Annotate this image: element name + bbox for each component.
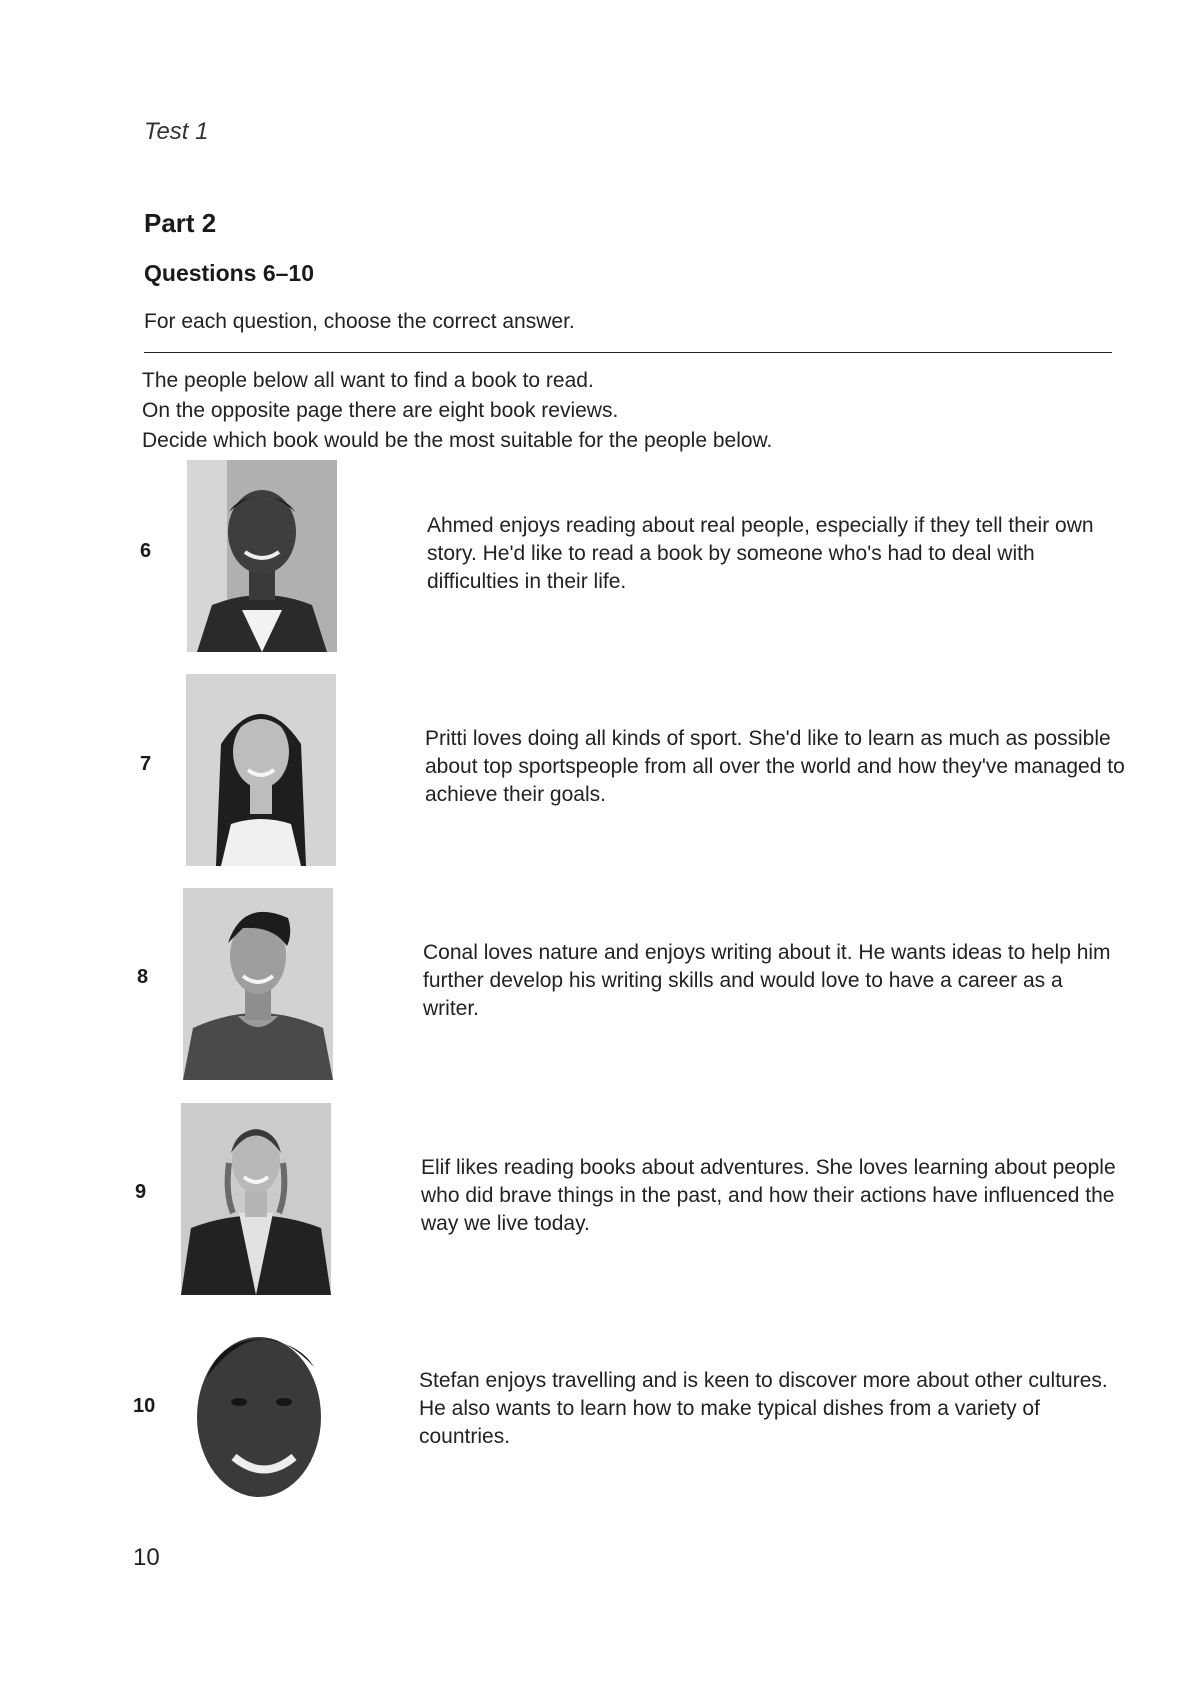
man-portrait-icon [187, 460, 337, 652]
intro-line: The people below all want to find a book to read. [142, 369, 594, 392]
woman-portrait-icon [186, 674, 336, 866]
person-photo [183, 888, 333, 1080]
question-text: Stefan enjoys travelling and is keen to discover more about other cultures. He also wants to learn how to make typical dishes from a variety of countries. [419, 1369, 1108, 1448]
person-photo [187, 460, 337, 652]
question-text: Elif likes reading books about adventures. She loves learning about people who did brave things in the past, and how their actions have influenced the way we live today. [421, 1156, 1116, 1235]
question-number: 10 [133, 1395, 156, 1417]
question-number: 7 [140, 753, 152, 775]
question-number: 8 [137, 966, 149, 988]
page-number: 10 [133, 1544, 160, 1571]
intro-line: On the opposite page there are eight book reviews. [142, 399, 619, 422]
divider [144, 352, 1112, 353]
intro-line: Decide which book would be the most suitable for the people below. [142, 429, 773, 452]
questions-title: Questions 6–10 [144, 260, 315, 286]
person-photo [181, 1103, 331, 1295]
intro-block [142, 366, 772, 456]
person-photo [179, 1317, 329, 1509]
question-number: 6 [140, 540, 152, 562]
man-portrait-icon [183, 888, 333, 1080]
question-text: Ahmed enjoys reading about real people, especially if they tell their own story. He'd like to read a book by someone who's had to deal with difficulties in their life. [427, 514, 1094, 593]
question-text: Pritti loves doing all kinds of sport. She'd like to learn as much as possible about top sportspeople from all over the world and how they've managed to achieve their goals. [425, 727, 1125, 806]
part-title: Part 2 [144, 208, 217, 238]
question-text: Conal loves nature and enjoys writing about it. He wants ideas to help him further develop his writing skills and would love to have a career as a writer. [423, 941, 1111, 1020]
test-label: Test 1 [144, 118, 209, 145]
question-number: 9 [135, 1181, 147, 1203]
woman-portrait-icon [181, 1103, 331, 1295]
man-portrait-icon [179, 1317, 329, 1509]
instruction-text: For each question, choose the correct answer. [144, 310, 575, 333]
person-photo [186, 674, 336, 866]
